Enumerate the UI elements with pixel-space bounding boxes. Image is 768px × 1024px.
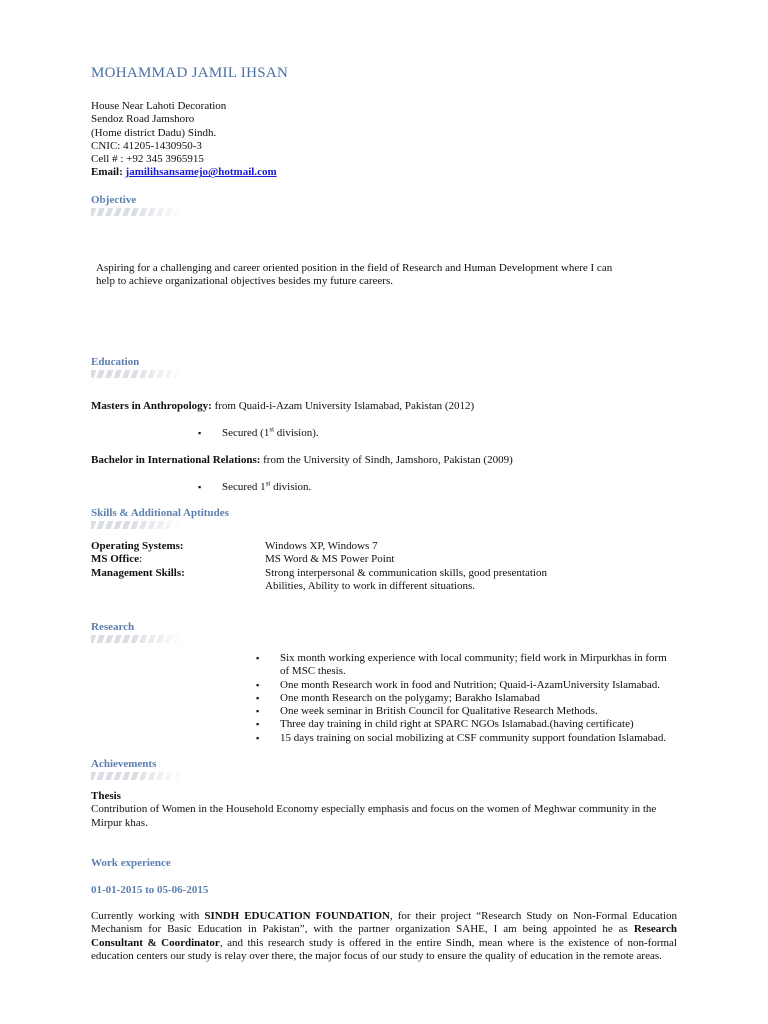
skills-heading-underline — [91, 521, 183, 529]
masters-text: from Quaid-i-Azam University Islamabad, Pakistan (2012) — [214, 400, 475, 412]
bachelor-bullets — [198, 481, 311, 494]
cnic-line: CNIC: 41205-1430950-3 — [91, 139, 202, 152]
thesis-label: Thesis — [91, 790, 121, 802]
masters-entry — [91, 400, 474, 413]
work-heading: Work experience — [91, 857, 171, 869]
bachelor-bullet: ▪ Secured 1st division. — [198, 481, 311, 494]
education-heading: Education — [91, 356, 140, 368]
email-link[interactable]: jamilihsansamejo@hotmail.com — [125, 166, 277, 179]
os-value: Windows XP, Windows 7 — [265, 540, 378, 552]
office-label: MS Office — [91, 553, 139, 565]
research-item: ▪ One month Research work in food and Nutrition; Quaid-i-AzamUniversity Islamabad. — [256, 679, 667, 692]
research-item: ▪ 15 days training on social mobilizing at CSF community support foundation Islamabad. — [256, 732, 667, 745]
os-label: Operating Systems: — [91, 540, 184, 552]
education-heading-underline — [91, 370, 183, 378]
achievements-heading: Achievements — [91, 758, 157, 770]
masters-bullets — [198, 427, 319, 440]
work-organization: SINDH EDUCATION FOUNDATION — [204, 910, 390, 922]
email-line — [91, 166, 277, 179]
bachelor-text: from the University of Sindh, Jamshoro, Pakistan (2009) — [263, 454, 513, 466]
objective-line-1: Aspiring for a challenging and career oriented position in the field of Research and Human Development where I can — [96, 262, 613, 274]
thesis-line-2: Mirpur khas. — [91, 817, 148, 829]
address-line-1: House Near Lahoti Decoration — [91, 100, 227, 112]
candidate-name: MOHAMMAD JAMIL IHSAN — [91, 65, 289, 81]
research-heading: Research — [91, 621, 135, 633]
work-role: Research Consultant & Coordinator — [91, 923, 677, 949]
objective-line-2: help to achieve organizational objectives besides my future careers. — [96, 275, 393, 287]
cell-line: Cell # : +92 345 3965915 — [91, 153, 204, 166]
address-line-3: (Home district Dadu) Sindh. — [91, 126, 217, 139]
management-value-1: Strong interpersonal & communication skills, good presentation — [265, 567, 547, 579]
bachelor-label: Bachelor in International Relations: — [91, 454, 261, 466]
management-label: Management Skills: — [91, 567, 185, 579]
achievements-heading-underline — [91, 772, 183, 780]
work-dates: 01-01-2015 to 05-06-2015 — [91, 884, 209, 896]
objective-heading-underline — [91, 208, 183, 216]
masters-label: Masters in Anthropology: — [91, 400, 212, 412]
email-label: Email: — [91, 166, 123, 179]
contact-block — [91, 100, 277, 180]
research-item: ▪ Six month working experience with local community; field work in Mirpurkhas in form — [256, 652, 667, 665]
research-item: ▪ Three day training in child right at SPARC NGOs Islamabad.(having certificate) — [256, 718, 667, 731]
bachelor-entry — [91, 454, 513, 467]
research-list — [256, 652, 667, 745]
work-description: Currently working with SINDH EDUCATION FOUNDATION, for their project “Research Study on Non-Formal Education Mechanism for Basic Education in Pakistan”, with the partner organization SAHE, I am being appointed he as Research Consultant & Coordinator, and this research study is offered in the entire Sindh, mean where is the existence of non-formal education centers our study is relay over there, the major focus of our study to ensure the quality of education in the remote areas. — [91, 910, 677, 962]
research-item-continuation: of MSC thesis. — [280, 665, 346, 678]
objective-heading: Objective — [91, 194, 137, 206]
management-value-2: Abilities, Ability to work in different situations. — [265, 580, 476, 592]
thesis-line-1: Contribution of Women in the Household Economy especially emphasis and focus on the women of Meghwar community in the — [91, 803, 657, 815]
research-heading-underline — [91, 635, 183, 643]
office-value: MS Word & MS Power Point — [265, 553, 395, 565]
masters-bullet: ▪ Secured (1st division). — [198, 427, 319, 440]
office-label-row: MS Office: — [91, 553, 143, 565]
address-line-2: Sendoz Road Jamshoro — [91, 113, 195, 126]
research-item: ▪ One month Research on the polygamy; Barakho Islamabad — [256, 692, 667, 705]
skills-heading: Skills & Additional Aptitudes — [91, 507, 229, 519]
research-item: ▪ One week seminar in British Council for Qualitative Research Methods. — [256, 705, 667, 718]
